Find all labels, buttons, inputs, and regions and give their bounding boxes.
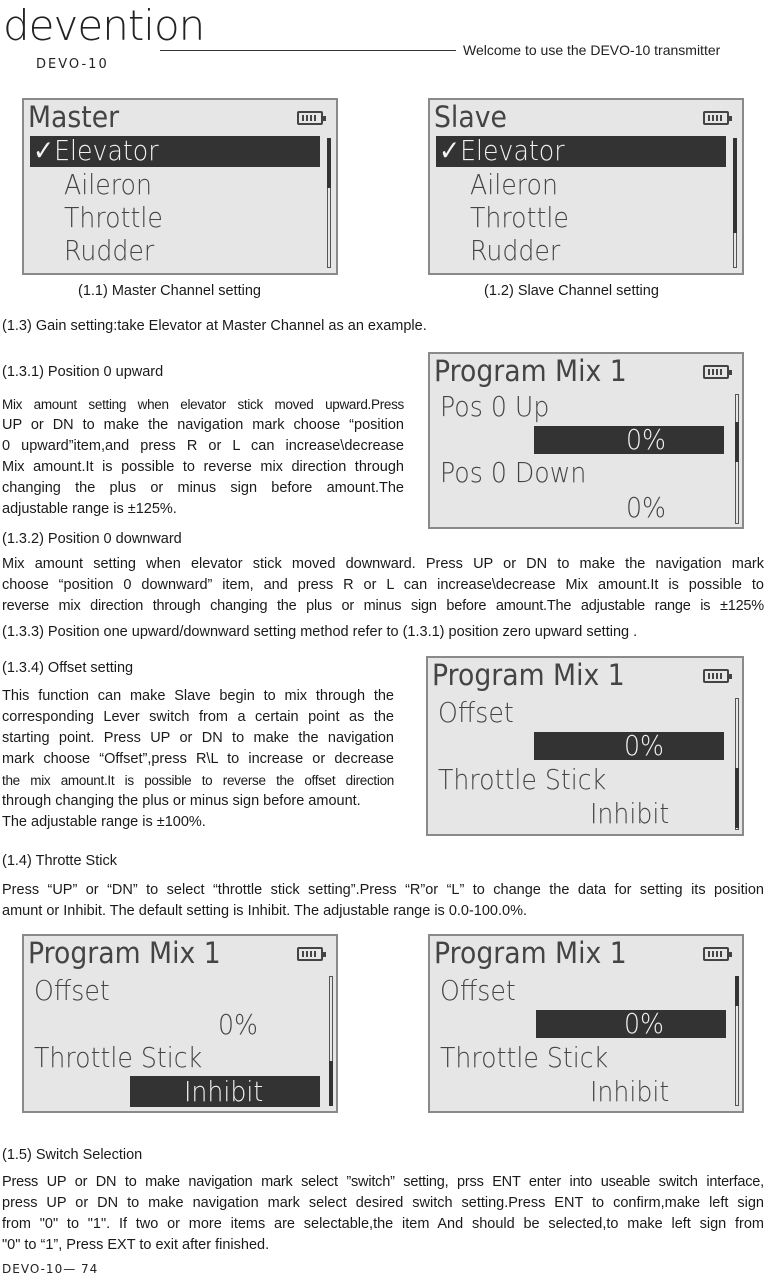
- offset-paragraph: [2, 686, 394, 833]
- page-number: DEVO-10— 74: [2, 1262, 99, 1276]
- menu-item-elevator: ✓Elevator: [439, 134, 565, 167]
- menu-item-aileron: Aileron: [64, 168, 152, 201]
- switch-paragraph: [2, 1172, 764, 1256]
- text-line: Press “UP” or “DN” to select “throttle stick setting”.Press “R”or “L” to change the data for setting its position: [2, 882, 764, 898]
- battery-icon: [703, 111, 729, 125]
- text-line: Mix amount setting when elevator stick moved downward. Press UP or DN to make the navigation mark: [2, 556, 764, 572]
- throttle-stick-value: Inhibit: [184, 1075, 264, 1108]
- menu-item-throttle: Throttle: [470, 201, 569, 234]
- switch-heading: (1.5) Switch Selection: [2, 1147, 143, 1163]
- pos-up-paragraph: [2, 394, 404, 520]
- pos-down-heading: (1.3.2) Position 0 downward: [2, 531, 182, 547]
- menu-item-aileron: Aileron: [470, 168, 558, 201]
- text-line: UP or DN to make the navigation mark choose “position: [2, 417, 404, 433]
- pos-0-up-label: Pos 0 Up: [440, 390, 550, 423]
- scroll-thumb: [733, 138, 737, 233]
- scroll-thumb: [327, 138, 331, 188]
- menu-item-elevator: ✓Elevator: [33, 134, 159, 167]
- master-screen: [22, 98, 338, 275]
- text-line: This function can make Slave begin to mix through the: [2, 688, 394, 704]
- text-line: through changing the plus or minus sign before amount.: [2, 793, 361, 809]
- offset-value: 0%: [624, 1007, 664, 1040]
- text-line: the mix amount.It is possible to reverse the offset direction: [2, 773, 394, 788]
- screen-title: Program Mix 1: [28, 936, 221, 970]
- pos-0-up-value: 0%: [626, 423, 666, 456]
- battery-icon: [297, 111, 323, 125]
- text-line: starting point. Press UP or DN to make the navigation: [2, 730, 394, 746]
- offset-label: Offset: [440, 974, 516, 1007]
- pos-one-text: (1.3.3) Position one upward/downward setting method refer to (1.3.1) position zero upward setting .: [2, 624, 638, 640]
- mix-throttle-offset-selected-screen: [428, 934, 744, 1113]
- slave-caption: (1.2) Slave Channel setting: [484, 283, 659, 299]
- offset-value: 0%: [218, 1008, 258, 1041]
- throttle-stick-label: Throttle Stick: [34, 1041, 203, 1074]
- screen-title: Program Mix 1: [434, 936, 627, 970]
- offset-label: Offset: [34, 974, 110, 1007]
- scroll-thumb: [329, 1061, 333, 1106]
- text-line: press UP or DN to make navigation mark select desired switch setting.Press ENT to confirm,make left sign: [2, 1195, 764, 1211]
- text-line: 0 upward”item,and press R or L can increase\decrease: [2, 438, 404, 454]
- text-line: mark choose “Offset”,press R\L to increase or decrease: [2, 751, 394, 767]
- menu-item-throttle: Throttle: [64, 201, 163, 234]
- text-line: choose “position 0 downward” item, and press R or L can increase\decrease Mix amount.It is possible to: [2, 577, 764, 593]
- offset-heading: (1.3.4) Offset setting: [2, 660, 134, 676]
- text-line: Mix amount.It is possible to reverse mix direction through: [2, 459, 404, 475]
- mix-throttle-inhibit-selected-screen: [22, 934, 338, 1113]
- offset-label: Offset: [438, 696, 514, 729]
- throttle-paragraph: [2, 880, 764, 922]
- gain-heading: (1.3) Gain setting:take Elevator at Master Channel as an example.: [2, 318, 427, 334]
- mix-position-screen: [428, 352, 744, 529]
- text-line: changing the plus or minus sign before amount.The: [2, 480, 404, 496]
- screen-title: Program Mix 1: [434, 354, 627, 388]
- mix-offset-screen: [426, 656, 744, 836]
- text-line: amunt or Inhibit. The default setting is Inhibit. The adjustable range is 0.0-100.0%.: [2, 903, 528, 919]
- throttle-stick-value: Inhibit: [590, 797, 670, 830]
- master-caption: (1.1) Master Channel setting: [78, 283, 261, 299]
- text-line: corresponding Lever switch from a certain point as the: [2, 709, 394, 725]
- text-line: The adjustable range is ±100%.: [2, 814, 206, 830]
- text-line: Mix amount setting when elevator stick moved upward.Press: [2, 397, 404, 412]
- pos-down-paragraph: [2, 554, 764, 617]
- pos-0-down-value: 0%: [626, 491, 666, 524]
- scroll-thumb: [735, 768, 739, 828]
- menu-item-rudder: Rudder: [64, 234, 155, 267]
- scroll-thumb: [735, 422, 739, 462]
- offset-value: 0%: [624, 729, 664, 762]
- pos-up-heading: (1.3.1) Position 0 upward: [2, 364, 164, 380]
- battery-icon: [297, 947, 323, 961]
- pos-0-down-label: Pos 0 Down: [440, 456, 587, 489]
- screen-title: Master: [28, 100, 120, 134]
- model-name: DEVO-10: [36, 57, 109, 72]
- header-rule: [160, 50, 456, 51]
- text-line: adjustable range is ±125%.: [2, 501, 177, 517]
- text-line: Press UP or DN to make navigation mark select ”switch” setting, prss ENT enter into useable switch interface,: [2, 1174, 764, 1190]
- screen-title: Program Mix 1: [432, 658, 625, 692]
- menu-item-rudder: Rudder: [470, 234, 561, 267]
- battery-icon: [703, 669, 729, 683]
- screen-title: Slave: [434, 100, 507, 134]
- throttle-heading: (1.4) Throtte Stick: [2, 853, 117, 869]
- welcome-text: Welcome to use the DEVO-10 transmitter: [463, 42, 721, 58]
- throttle-stick-label: Throttle Stick: [438, 763, 607, 796]
- battery-icon: [703, 365, 729, 379]
- text-line: from "0" to "1". If two or more items are selectable,the item And should be selected,to make left sign from: [2, 1216, 764, 1232]
- throttle-stick-value: Inhibit: [590, 1075, 670, 1108]
- scroll-thumb: [735, 976, 739, 1006]
- brand-logo: devention: [3, 1, 205, 50]
- slave-screen: [428, 98, 744, 275]
- throttle-stick-label: Throttle Stick: [440, 1041, 609, 1074]
- battery-icon: [703, 947, 729, 961]
- text-line: reverse mix direction through changing the plus or minus sign before amount.The adjustable range is ±125%: [2, 598, 764, 614]
- text-line: "0" to “1”, Press EXT to exit after finished.: [2, 1237, 270, 1253]
